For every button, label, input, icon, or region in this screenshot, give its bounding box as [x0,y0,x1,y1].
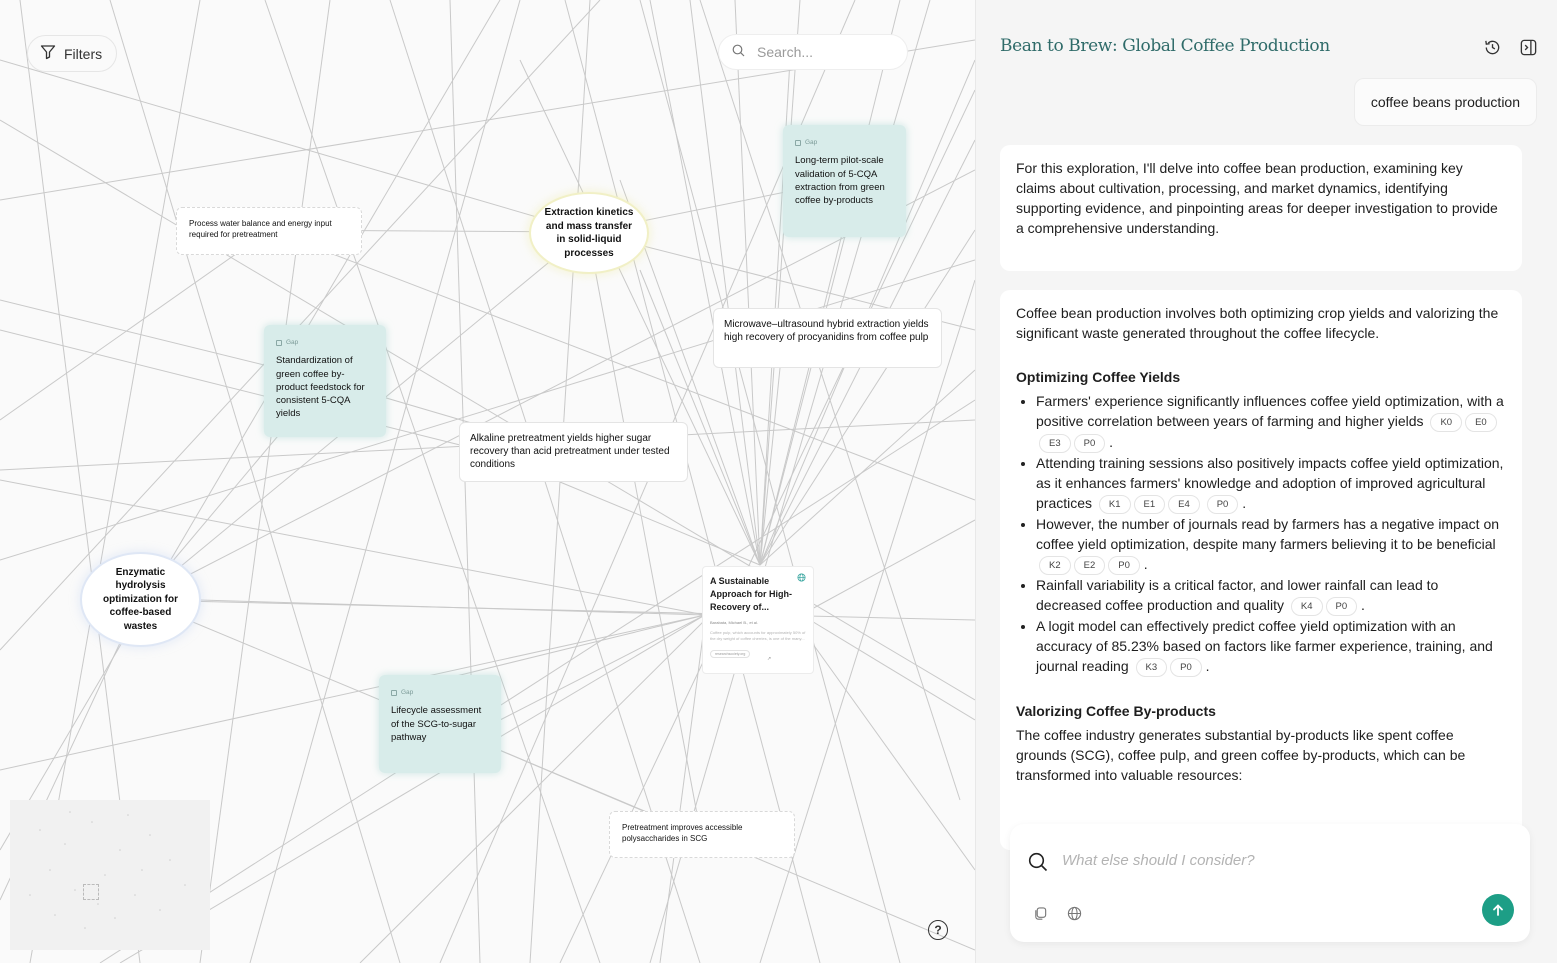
gap-icon [795,140,801,146]
list-item: Rainfall variability is a critical factor, and lower rainfall can lead to decreased coffee production and quality K4 P0 . [1016,575,1506,616]
graph-search-input[interactable] [718,34,908,70]
minimap-dots [10,800,210,950]
claim-node-pretreatment-polysaccharides[interactable] [609,811,795,858]
history-icon [1483,38,1502,57]
chat-composer[interactable] [1010,824,1530,942]
section-text: The coffee industry generates substantial by-products like spent coffee grounds (SCG), coffee pulp, and green coffee by-products, which can be transformed into valuable resources: [1016,727,1466,783]
gap-text: Long-term pilot-scale validation of 5-CQA extraction from green coffee by-products [795,155,885,207]
findings-list [1016,391,1506,677]
answer-lead: Coffee bean production involves both optimizing crop yields and valorizing the significant waste generated throughout the coffee lifecycle. [1016,305,1499,341]
gap-icon [391,690,397,696]
citation-chip[interactable]: E0 [1465,413,1497,432]
gap-text: Standardization of green coffee by-product feedstock for consistent 5-CQA yields [276,355,365,420]
claim-text: Microwave–ultrasound hybrid extraction yields high recovery of procyanidins from coffee pulp [724,319,929,343]
claim-node-process-water[interactable] [176,207,362,255]
gap-icon [276,340,282,346]
gap-tag: Gap [795,136,894,149]
web-search-button[interactable] [1064,903,1084,923]
search-icon [732,44,745,60]
globe-icon [1067,906,1082,921]
filters-label: Filters [64,45,103,62]
topic-node-extraction-kinetics[interactable] [529,192,649,274]
paper-authors: Barabata, Michael B., et al. [710,620,759,625]
citation-chip[interactable]: K1 [1099,495,1131,514]
section-heading: Optimizing Coffee Yields [1016,369,1181,385]
paper-title: A Sustainable Approach for High-Recovery of... [710,576,792,612]
sidebar-toggle-icon [1519,38,1538,57]
topic-node-enzymatic-hydrolysis[interactable] [80,552,201,647]
search-placeholder: Search... [757,44,814,60]
minimap-viewport[interactable] [83,884,99,900]
gap-tag: Gap [276,336,374,349]
citation-chip[interactable]: E4 [1168,495,1200,514]
minimap[interactable] [10,800,210,950]
gap-node-standardization[interactable] [264,325,386,437]
claim-text: Alkaline pretreatment yields higher sugar recovery than acid pretreatment under tested conditions [470,433,670,470]
topic-text: Enzymatic hydrolysis optimization for coffee-based wastes [103,566,178,632]
send-button[interactable] [1482,894,1514,926]
external-link-icon[interactable]: ↗ [767,656,772,662]
citation-chip[interactable]: P0 [1074,434,1106,453]
citation-chip[interactable]: P0 [1170,658,1202,677]
list-item: However, the number of journals read by farmers has a negative impact on coffee yield optimization, despite many farmers believing it to be beneficial K2 E2 P0 . [1016,514,1506,575]
citation-chip[interactable]: K3 [1136,658,1168,677]
claim-node-alkaline-pretreatment[interactable] [459,422,688,482]
gap-tag: Gap [391,686,489,699]
filter-icon [40,44,56,63]
citation-chip[interactable]: E2 [1074,556,1106,575]
assistant-answer-message [1000,290,1522,850]
claim-node-microwave-ultrasound[interactable] [713,308,942,368]
claim-text: Pretreatment improves accessible polysaccharides in SCG [622,823,743,843]
chat-input[interactable]: What else should I consider? [1062,852,1255,869]
gap-text: Lifecycle assessment of the SCG-to-sugar pathway [391,705,482,743]
search-icon [1028,852,1048,877]
panel-title: Bean to Brew: Global Coffee Production [1000,36,1330,56]
citation-chip[interactable]: P0 [1108,556,1140,575]
list-item: Attending training sessions also positively impacts coffee yield optimization, as it enhances farmers' knowledge and adoption of improved agricultural practices K1 E1 E4 P0 . [1016,453,1506,514]
attach-button[interactable] [1030,903,1050,923]
citation-chip[interactable]: E3 [1039,434,1071,453]
topic-text: Extraction kinetics and mass transfer in solid-liquid processes [544,207,634,259]
paper-link[interactable]: researchsociety.org [710,650,750,658]
list-item: A logit model can effectively predict coffee yield optimization with an accuracy of 85.23% based on factors like farmer experience, training, and journal reading K3 P0 . [1016,616,1506,677]
arrow-up-icon [1491,903,1505,917]
chat-panel [975,0,1557,963]
section-heading: Valorizing Coffee By-products [1016,703,1216,719]
citation-chip[interactable]: K2 [1039,556,1071,575]
list-item: Farmers' experience significantly influences coffee yield optimization, with a positive correlation between years of farming and higher yields K0 E0E3 P0 . [1016,391,1506,453]
assistant-intro-message [1000,145,1522,271]
history-button[interactable] [1482,37,1502,57]
collapse-panel-button[interactable] [1518,37,1538,57]
claim-text: Process water balance and energy input required for pretreatment [189,219,332,239]
paper-abstract: Coffee pulp, which accounts for approximately 50% of the dry weight of coffee cherries, is one of the many... [710,630,806,641]
citation-chip[interactable]: E1 [1134,495,1166,514]
gap-node-lifecycle[interactable] [379,675,501,773]
copy-icon [1033,906,1048,921]
citation-chip[interactable]: K4 [1291,597,1323,616]
citation-chip[interactable]: P0 [1326,597,1358,616]
paper-card[interactable] [702,566,814,674]
help-button[interactable]: ? [928,920,948,940]
intro-text: For this exploration, I'll delve into coffee bean production, examining key claims about cultivation, processing, and market dynamics, identifying supporting evidence, and pinpointing areas for deeper investigation to provide a comprehensive understanding. [1016,160,1498,236]
globe-icon [797,573,806,584]
filters-button[interactable] [27,35,117,72]
citation-chip[interactable]: P0 [1207,495,1239,514]
citation-chip[interactable]: K0 [1430,413,1462,432]
user-message: coffee beans production [1354,78,1537,126]
gap-node-long-term-validation[interactable] [783,125,906,237]
